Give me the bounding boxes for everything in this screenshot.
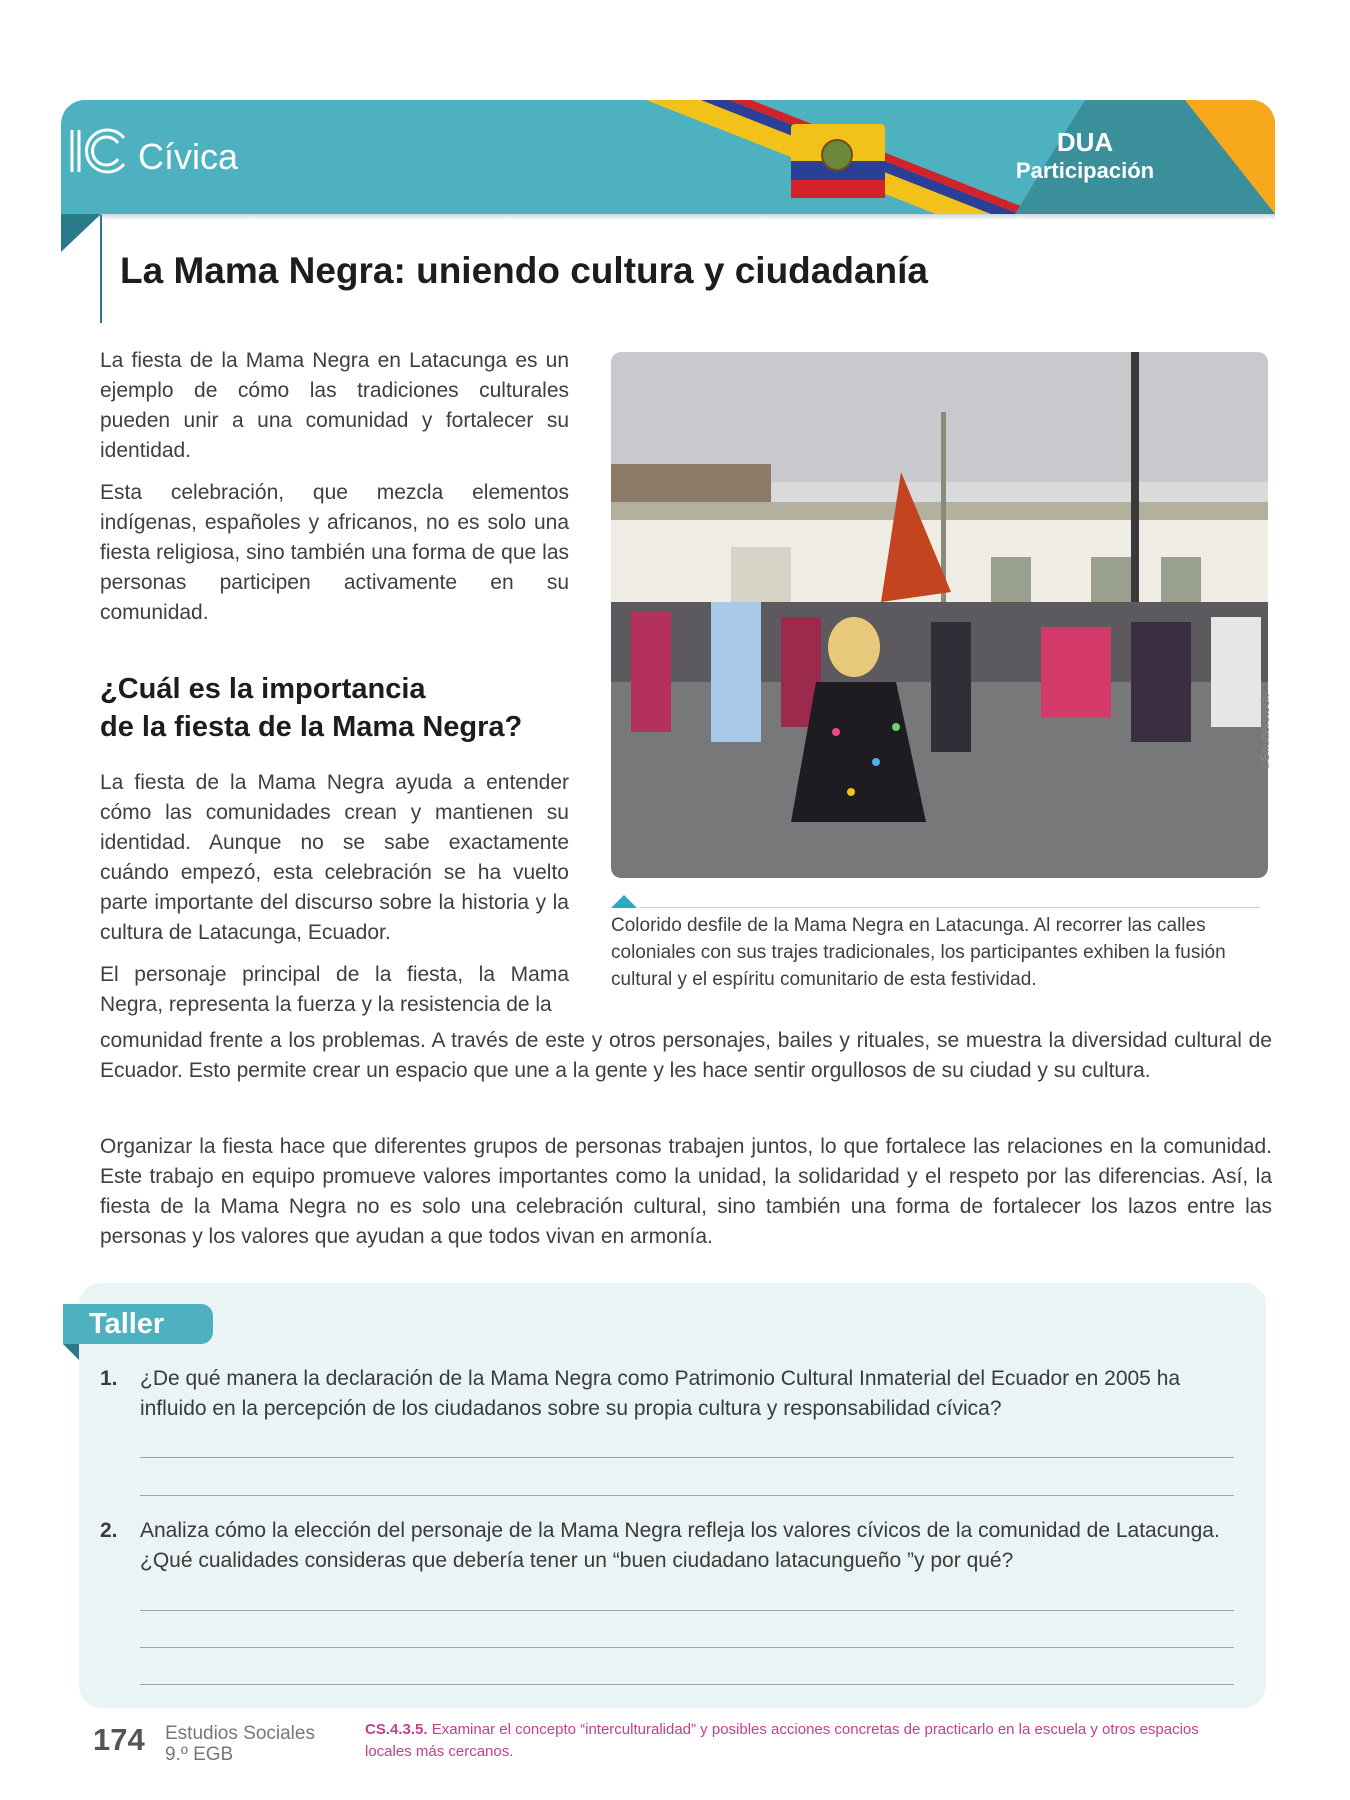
body-paragraph-2-start: El personaje principal de la fiesta, la Mama Negra, representa la fuerza y la resistencia de la bbox=[100, 963, 569, 1016]
dua-badge-subtitle: Participación bbox=[1015, 158, 1155, 183]
question-1 bbox=[100, 1364, 1240, 1424]
grade-level: 9.º EGB bbox=[165, 1744, 234, 1765]
question-2 bbox=[100, 1516, 1240, 1576]
taller-tab-fold bbox=[63, 1344, 79, 1360]
answer-line[interactable] bbox=[140, 1495, 1234, 1496]
answer-line[interactable] bbox=[140, 1457, 1234, 1458]
body-paragraph-1: La fiesta de la Mama Negra ayuda a entender cómo las comunidades crean y mantienen su identidad. Aunque no se sabe exactamente cuándo empezó, esta celebración se ha vuelto parte importante del discurso sobre la historia y la cultura de Latacunga, Ecuador. bbox=[100, 771, 569, 944]
caption-rule bbox=[640, 907, 1260, 908]
header-fold bbox=[61, 214, 101, 252]
photo-caption: Colorido desfile de la Mama Negra en Latacunga. Al recorrer las calles coloniales con sus trajes tradicionales, los participantes exhiben la fusión cultural y el espíritu comunitario de esta festividad. bbox=[611, 915, 1226, 990]
body-paragraph-2-continued: comunidad frente a los problemas. A través de este y otros personajes, bailes y rituales, se muestra la diversidad cultural de Ecuador. Esto permite crear un espacio que une a la gente y les hace sentir orgullosos de su ciudad y su cultura. bbox=[100, 1029, 1272, 1082]
subheading-line-2: de la fiesta de la Mama Negra? bbox=[100, 711, 523, 743]
intro-text bbox=[100, 346, 569, 628]
page-title: La Mama Negra: uniendo cultura y ciudadanía bbox=[120, 250, 929, 291]
intro-paragraph-2: Esta celebración, que mezcla elementos indígenas, españoles y africanos, no es solo una fiesta religiosa, sino también una forma de que las personas participen activamente en su comunidad. bbox=[100, 481, 569, 624]
objective-text: Examinar el concepto “interculturalidad” y posibles acciones concretas de practicarlo en la escuela y otros espacios locales más cercanos. bbox=[365, 1721, 1199, 1760]
intro-paragraph-1: La fiesta de la Mama Negra en Latacunga es un ejemplo de cómo las tradiciones culturales pueden unir a una comunidad y fortalecer su identidad. bbox=[100, 349, 569, 462]
question-2-text: Analiza cómo la elección del personaje de la Mama Negra refleja los valores cívicos de la comunidad de Latacunga. ¿Qué cualidades consideras que debería tener un “buen ciudadano latacungueño ”y por qué? bbox=[140, 1519, 1220, 1572]
answer-line[interactable] bbox=[140, 1684, 1234, 1685]
answer-line[interactable] bbox=[140, 1647, 1234, 1648]
section-subheading bbox=[100, 670, 522, 746]
subject-name: Estudios Sociales bbox=[165, 1723, 315, 1744]
question-1-text: ¿De qué manera la declaración de la Mama Negra como Patrimonio Cultural Inmaterial del Ecuador en 2005 ha influido en la percepción de los ciudadanos sobre su propia cultura y responsabilidad cívica? bbox=[140, 1367, 1181, 1420]
section-title: Cívica bbox=[138, 136, 239, 177]
answer-line[interactable] bbox=[140, 1610, 1234, 1611]
question-1-number: 1. bbox=[100, 1367, 118, 1390]
photo-credit: ©Shutterstock bbox=[1258, 694, 1272, 770]
body-text-column bbox=[100, 768, 569, 1020]
body-paragraph-3: Organizar la fiesta hace que diferentes grupos de personas trabajen juntos, lo que fortalece las relaciones en la comunidad. Este trabajo en equipo promueve valores importantes como la unidad, la solidaridad y el respeto por las diferencias. Así, la fiesta de la Mama Negra no es solo una celebración cultural, sino también una forma de fortalecer los lazos entre las personas y los valores que ayudan a que todos vivan en armonía. bbox=[100, 1135, 1272, 1248]
subheading-line-1: ¿Cuál es la importancia bbox=[100, 673, 426, 705]
mama-negra-parade-photo bbox=[611, 352, 1268, 878]
question-2-number: 2. bbox=[100, 1519, 118, 1542]
curriculum-objective bbox=[365, 1719, 1245, 1763]
objective-code: CS.4.3.5. bbox=[365, 1721, 428, 1738]
dua-badge-title: DUA bbox=[1056, 127, 1114, 157]
civica-logo-icon bbox=[66, 126, 128, 176]
dua-badge bbox=[1010, 127, 1160, 184]
title-rule bbox=[100, 215, 102, 323]
caption-marker-icon bbox=[611, 895, 637, 908]
subject-label bbox=[165, 1723, 315, 1765]
header-shadow bbox=[61, 214, 1275, 220]
taller-label: Taller bbox=[63, 1304, 213, 1344]
page-number: 174 bbox=[93, 1722, 145, 1757]
